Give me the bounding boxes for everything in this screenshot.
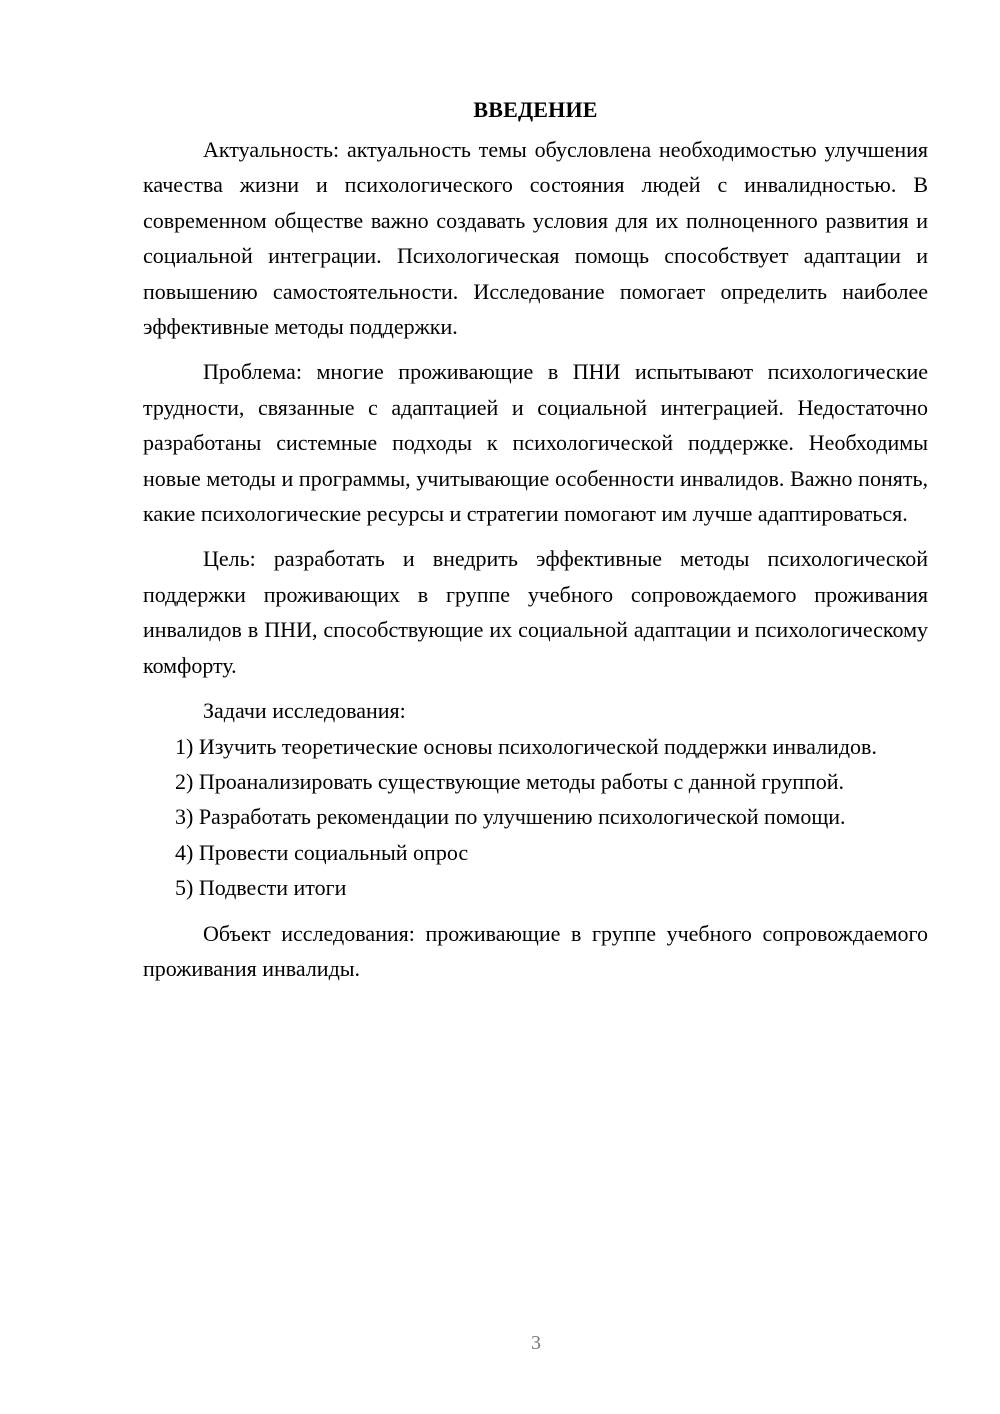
relevance-paragraph: Актуальность: актуальность темы обусловлена необходимостью улучшения качества жизни и психологического состояния людей с инвалидностью. В современном обществе важно создавать условия для их полноценного развития и социальной интеграции. Психологическая помощь способствует адаптации и повышению самостоятельности. Исследование помогает определить наиболее эффективные методы поддержки.: [143, 137, 928, 340]
object-paragraph: Объект исследования: проживающие в группе учебного сопровождаемого проживания инвалиды.: [143, 920, 928, 981]
problem-paragraph: Проблема: многие проживающие в ПНИ испытывают психологические трудности, связанные с адаптацией и социальной интеграцией. Недостаточно разработаны системные подходы к психологической поддержке. Необходимы новые методы и программы, учитывающие особенности инвалидов. Важно понять, какие психологические ресурсы и стратегии помогают им лучше адаптироваться.: [143, 359, 928, 527]
page-number: 3: [531, 1332, 541, 1354]
section-title: ВВЕДЕНИЕ: [473, 97, 598, 122]
task-item-2: 2) Проанализировать существующие методы работы с данной группой.: [175, 768, 845, 794]
goal-paragraph: Цель: разработать и внедрить эффективные методы психологической поддержки проживающих в группе учебного сопровождаемого проживания инвалидов в ПНИ, способствующие их социальной адаптации и психологическому комфорту.: [143, 546, 928, 678]
document-page: [143, 92, 928, 986]
task-item-4: 4) Провести социальный опрос: [175, 839, 469, 865]
task-item-5: 5) Подвести итоги: [175, 875, 347, 901]
tasks-heading: Задачи исследования:: [203, 698, 406, 724]
task-item-3: 3) Разработать рекомендации по улучшению психологической помощи.: [175, 804, 846, 830]
task-item-1: 1) Изучить теоретические основы психологической поддержки инвалидов.: [175, 733, 877, 759]
